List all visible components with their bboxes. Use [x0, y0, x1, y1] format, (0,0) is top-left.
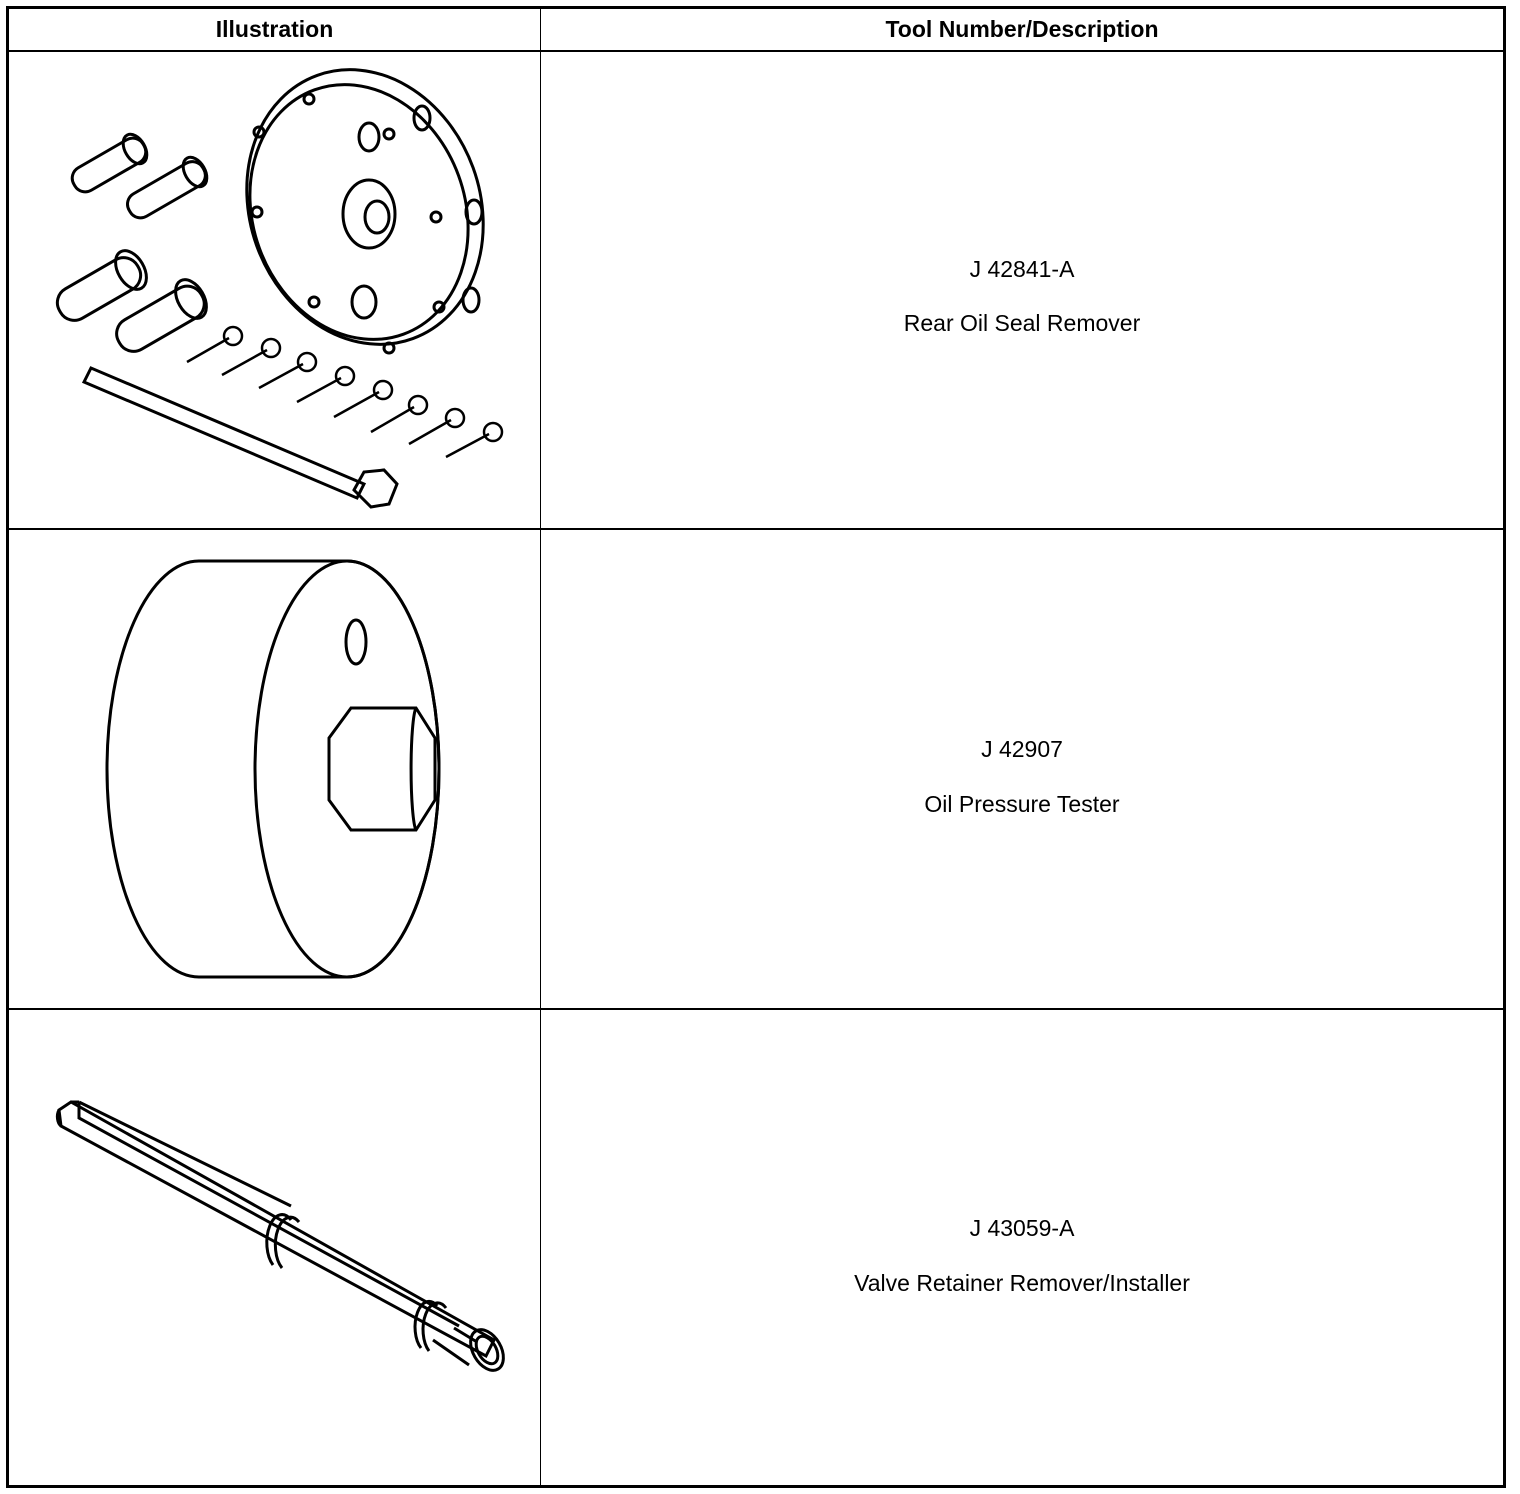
table-row [9, 530, 1503, 1008]
header-tool-number-description: Tool Number/Description [885, 16, 1159, 42]
table-row [9, 1010, 1503, 1485]
illustration-cell [9, 1010, 540, 1485]
tool-description: Oil Pressure Tester [924, 791, 1120, 817]
tool-table [6, 6, 1506, 1488]
tool-cell [541, 1010, 1503, 1485]
valve-retainer-tool-icon [9, 1010, 540, 1485]
oil-pressure-tester-icon [9, 530, 540, 1008]
illustration-cell [9, 530, 540, 1008]
tool-number: J 42907 [981, 736, 1063, 762]
tool-cell [541, 530, 1503, 1008]
rear-oil-seal-remover-kit-icon [9, 52, 540, 528]
tool-number: J 43059-A [969, 1215, 1075, 1241]
tool-number: J 42841-A [969, 256, 1075, 282]
tool-cell [541, 52, 1503, 528]
table-row [9, 52, 1503, 528]
illustration-cell [9, 52, 540, 528]
tool-description: Valve Retainer Remover/Installer [854, 1270, 1190, 1296]
tool-description: Rear Oil Seal Remover [903, 310, 1141, 336]
header-illustration: Illustration [215, 16, 334, 42]
